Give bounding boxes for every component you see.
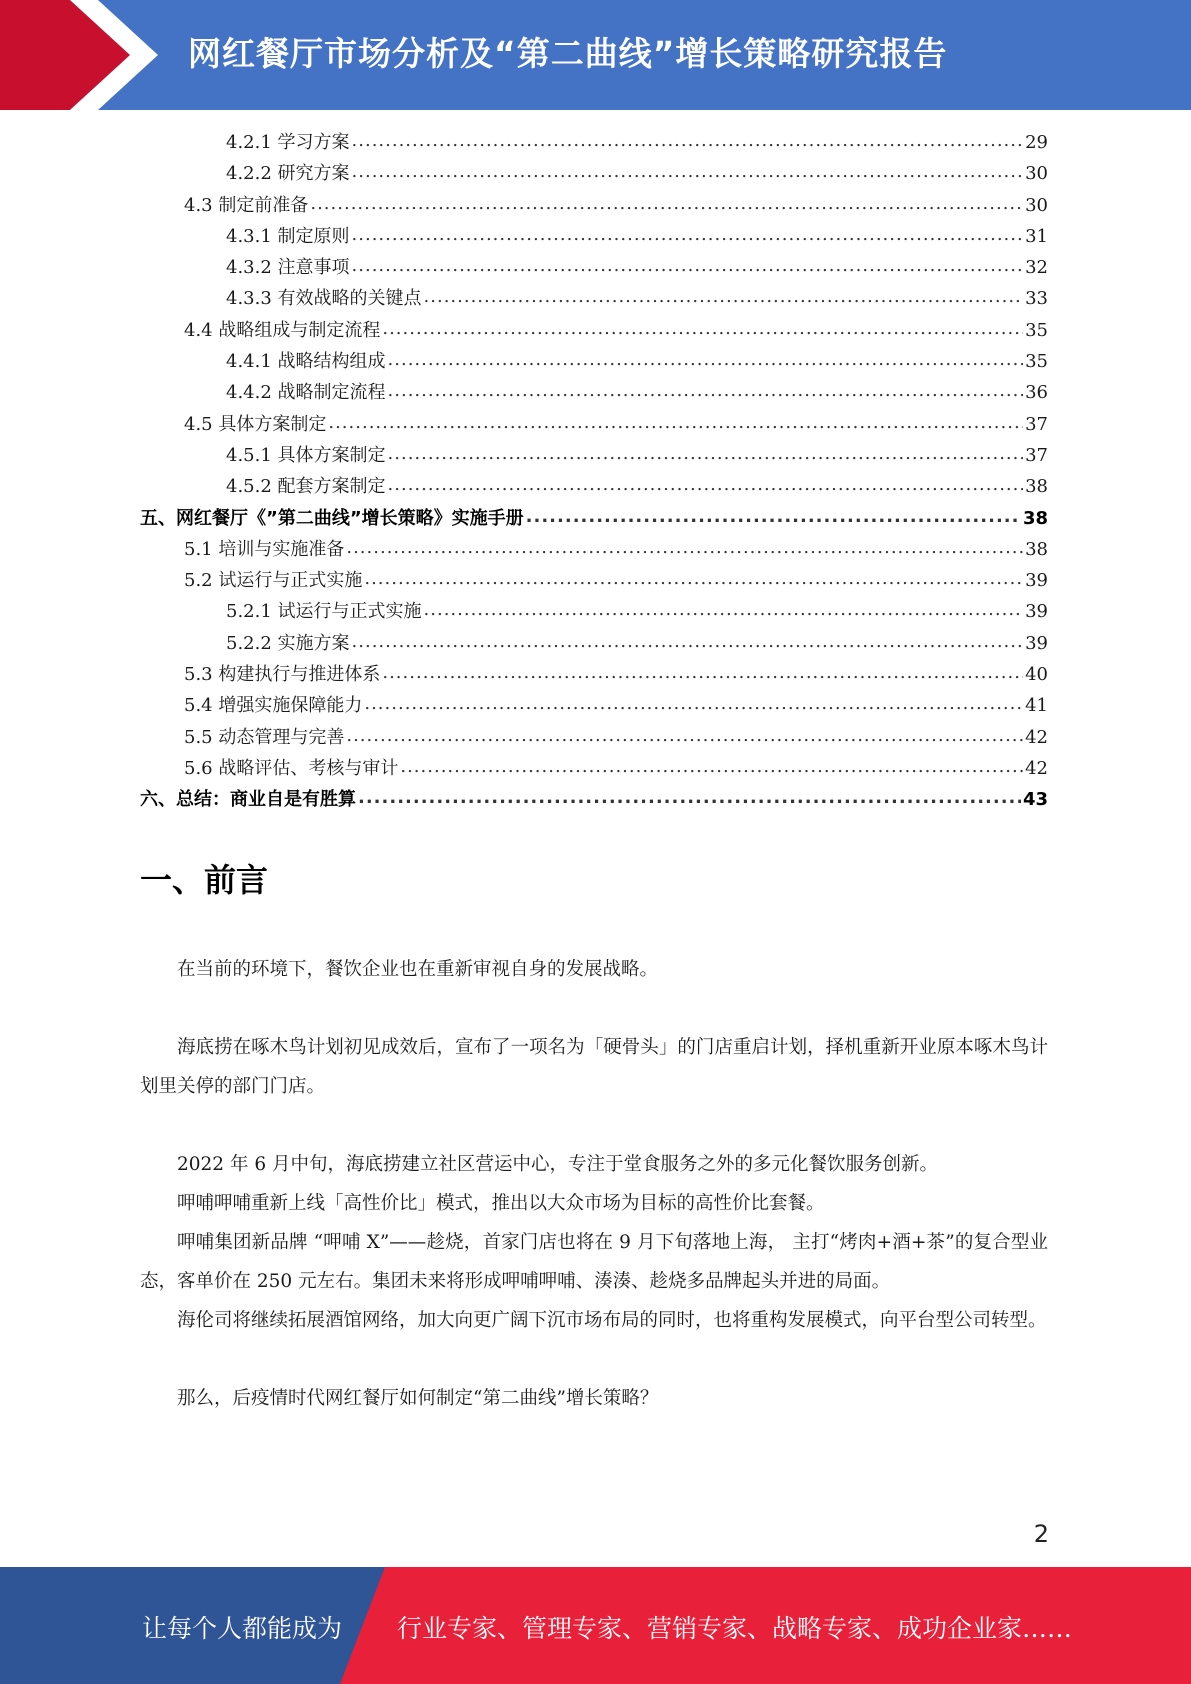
toc-entry-label: 5.4 增强实施保障能力 bbox=[184, 695, 363, 717]
toc-entry[interactable] bbox=[140, 596, 1048, 627]
toc-entry-page: 32 bbox=[1025, 257, 1048, 279]
toc-entry-label: 5.5 动态管理与完善 bbox=[184, 726, 345, 748]
section-title: 一、前言 bbox=[140, 861, 269, 899]
toc-entry-label: 4.4.2 战略制定流程 bbox=[226, 382, 386, 404]
paragraph-spacer bbox=[140, 1106, 1048, 1145]
toc-entry-label: 5.2 试运行与正式实施 bbox=[184, 570, 363, 592]
toc-entry[interactable] bbox=[140, 315, 1048, 346]
toc-dot-leader bbox=[352, 156, 1024, 187]
toc-entry[interactable] bbox=[140, 190, 1048, 221]
toc-dot-leader bbox=[352, 125, 1024, 156]
page-number: 2 bbox=[1033, 1520, 1049, 1548]
toc-entry-page: 38 bbox=[1025, 476, 1048, 498]
toc-entry-page: 38 bbox=[1022, 507, 1048, 529]
table-of-contents bbox=[140, 127, 1048, 816]
toc-dot-leader bbox=[346, 532, 1023, 563]
toc-entry[interactable] bbox=[140, 346, 1048, 377]
toc-entry[interactable] bbox=[140, 127, 1048, 158]
toc-entry-page: 37 bbox=[1025, 413, 1048, 435]
body-paragraph: 海底捞在啄木鸟计划初见成效后，宣布了一项名为「硬骨头」的门店重启计划，择机重新开业原本啄木鸟计划里关停的部门门店。 bbox=[140, 1037, 1048, 1097]
toc-entry[interactable] bbox=[140, 252, 1048, 283]
toc-entry[interactable] bbox=[140, 722, 1048, 753]
toc-entry[interactable] bbox=[140, 565, 1048, 596]
footer-slogan-left: 让每个人都能成为 bbox=[142, 1614, 343, 1643]
toc-entry-page: 30 bbox=[1025, 163, 1048, 185]
toc-entry-page: 35 bbox=[1025, 319, 1048, 341]
toc-entry-page: 30 bbox=[1025, 194, 1048, 216]
body-paragraph: 呷哺呷哺重新上线「高性价比」模式，推出以大众市场为目标的高性价比套餐。 bbox=[177, 1193, 825, 1214]
toc-entry[interactable] bbox=[140, 283, 1048, 314]
toc-dot-leader bbox=[388, 375, 1024, 406]
toc-entry-label: 5.1 培训与实施准备 bbox=[184, 538, 345, 560]
toc-entry[interactable] bbox=[140, 753, 1048, 784]
toc-dot-leader bbox=[346, 720, 1023, 751]
toc-entry-page: 37 bbox=[1025, 444, 1048, 466]
preface-body bbox=[140, 950, 1048, 1418]
toc-entry-label: 5.2.2 实施方案 bbox=[226, 632, 350, 654]
toc-dot-leader bbox=[352, 219, 1024, 250]
body-paragraph: 2022 年 6 月中旬，海底捞建立社区营运中心，专注于堂食服务之外的多元化餐饮服务创新。 bbox=[177, 1154, 938, 1175]
toc-dot-leader bbox=[424, 281, 1024, 312]
toc-entry-page: 38 bbox=[1025, 538, 1048, 560]
toc-entry-page: 42 bbox=[1025, 757, 1048, 779]
toc-entry[interactable] bbox=[140, 628, 1048, 659]
body-paragraph: 海伦司将继续拓展酒馆网络，加大向更广阔下沉市场布局的同时，也将重构发展模式，向平台型公司转型。 bbox=[177, 1310, 1047, 1331]
toc-entry-page: 29 bbox=[1025, 132, 1048, 153]
toc-entry-page: 36 bbox=[1025, 382, 1048, 404]
toc-entry[interactable] bbox=[140, 784, 1048, 815]
toc-entry-page: 39 bbox=[1025, 632, 1048, 654]
toc-entry-label: 4.3.2 注意事项 bbox=[226, 257, 350, 279]
footer-slogan-right: 行业专家、管理专家、营销专家、战略专家、成功企业家…… bbox=[397, 1614, 1073, 1643]
toc-entry-label: 5.2.1 试运行与正式实施 bbox=[226, 601, 422, 623]
toc-entry[interactable] bbox=[140, 409, 1048, 440]
toc-dot-leader bbox=[328, 407, 1023, 438]
toc-entry-label: 4.4.1 战略结构组成 bbox=[226, 351, 386, 373]
toc-dot-leader bbox=[382, 657, 1023, 688]
toc-entry-page: 33 bbox=[1025, 288, 1048, 310]
toc-entry[interactable] bbox=[140, 158, 1048, 189]
toc-dot-leader bbox=[352, 250, 1024, 281]
body-paragraph: 在当前的环境下，餐饮企业也在重新审视自身的发展战略。 bbox=[177, 959, 659, 980]
toc-dot-leader bbox=[400, 751, 1023, 782]
toc-entry-page: 43 bbox=[1022, 789, 1048, 811]
body-paragraph: 呷哺集团新品牌 “呷哺 X”——趁烧，首家门店也将在 9 月下旬落地上海， 主打“烤肉+酒+茶”的复合型业态，客单价在 250 元左右。集团未来将形成呷哺呷哺、湊湊、趁烧多品牌起头并进的局面。 bbox=[140, 1232, 1048, 1292]
toc-dot-leader bbox=[358, 782, 1021, 813]
toc-entry-page: 39 bbox=[1025, 601, 1048, 623]
toc-entry[interactable] bbox=[140, 534, 1048, 565]
paragraph-spacer bbox=[140, 1340, 1048, 1379]
toc-entry-label: 4.2.2 研究方案 bbox=[226, 163, 350, 185]
toc-entry[interactable] bbox=[140, 440, 1048, 471]
header-banner bbox=[0, 0, 1191, 110]
toc-dot-leader bbox=[364, 563, 1023, 594]
toc-dot-leader bbox=[352, 626, 1024, 657]
toc-entry-page: 35 bbox=[1025, 351, 1048, 373]
toc-dot-leader bbox=[424, 594, 1024, 625]
toc-entry-label: 4.5.1 具体方案制定 bbox=[226, 444, 386, 466]
toc-entry-label: 4.3 制定前准备 bbox=[184, 194, 309, 216]
toc-entry[interactable] bbox=[140, 221, 1048, 252]
toc-entry-label: 5.6 战略评估、考核与审计 bbox=[184, 757, 399, 779]
toc-dot-leader bbox=[310, 188, 1023, 219]
toc-entry[interactable] bbox=[140, 471, 1048, 502]
toc-dot-leader bbox=[526, 501, 1021, 532]
report-title: 网红餐厅市场分析及“第二曲线”增长策略研究报告 bbox=[188, 34, 948, 73]
toc-entry-label: 4.3.3 有效战略的关键点 bbox=[226, 288, 422, 310]
toc-entry-page: 31 bbox=[1025, 225, 1048, 247]
footer-banner bbox=[0, 1567, 1191, 1684]
toc-dot-leader bbox=[388, 344, 1024, 375]
toc-entry-page: 41 bbox=[1025, 695, 1048, 717]
toc-entry-page: 42 bbox=[1025, 726, 1048, 748]
toc-dot-leader bbox=[364, 688, 1023, 719]
toc-entry-label: 4.5.2 配套方案制定 bbox=[226, 476, 386, 498]
toc-entry-label: 4.3.1 制定原则 bbox=[226, 225, 350, 247]
toc-dot-leader bbox=[388, 438, 1024, 469]
toc-entry-label: 4.4 战略组成与制定流程 bbox=[184, 319, 381, 341]
toc-entry[interactable] bbox=[140, 659, 1048, 690]
toc-entry-label: 五、网红餐厅《”第二曲线”增长策略》实施手册 bbox=[140, 507, 524, 529]
toc-entry-page: 39 bbox=[1025, 570, 1048, 592]
toc-entry-label: 六、总结：商业自是有胜算 bbox=[140, 789, 356, 811]
toc-entry[interactable] bbox=[140, 690, 1048, 721]
toc-entry-page: 40 bbox=[1025, 664, 1048, 686]
body-paragraph: 那么，后疫情时代网红餐厅如何制定“第二曲线”增长策略？ bbox=[177, 1388, 659, 1409]
toc-dot-leader bbox=[382, 313, 1023, 344]
toc-entry-label: 4.5 具体方案制定 bbox=[184, 413, 327, 435]
toc-dot-leader bbox=[388, 469, 1024, 500]
toc-entry-label: 4.2.1 学习方案 bbox=[226, 132, 350, 153]
toc-entry[interactable] bbox=[140, 377, 1048, 408]
toc-entry-label: 5.3 构建执行与推进体系 bbox=[184, 664, 381, 686]
toc-entry[interactable] bbox=[140, 503, 1048, 534]
paragraph-spacer bbox=[140, 989, 1048, 1028]
